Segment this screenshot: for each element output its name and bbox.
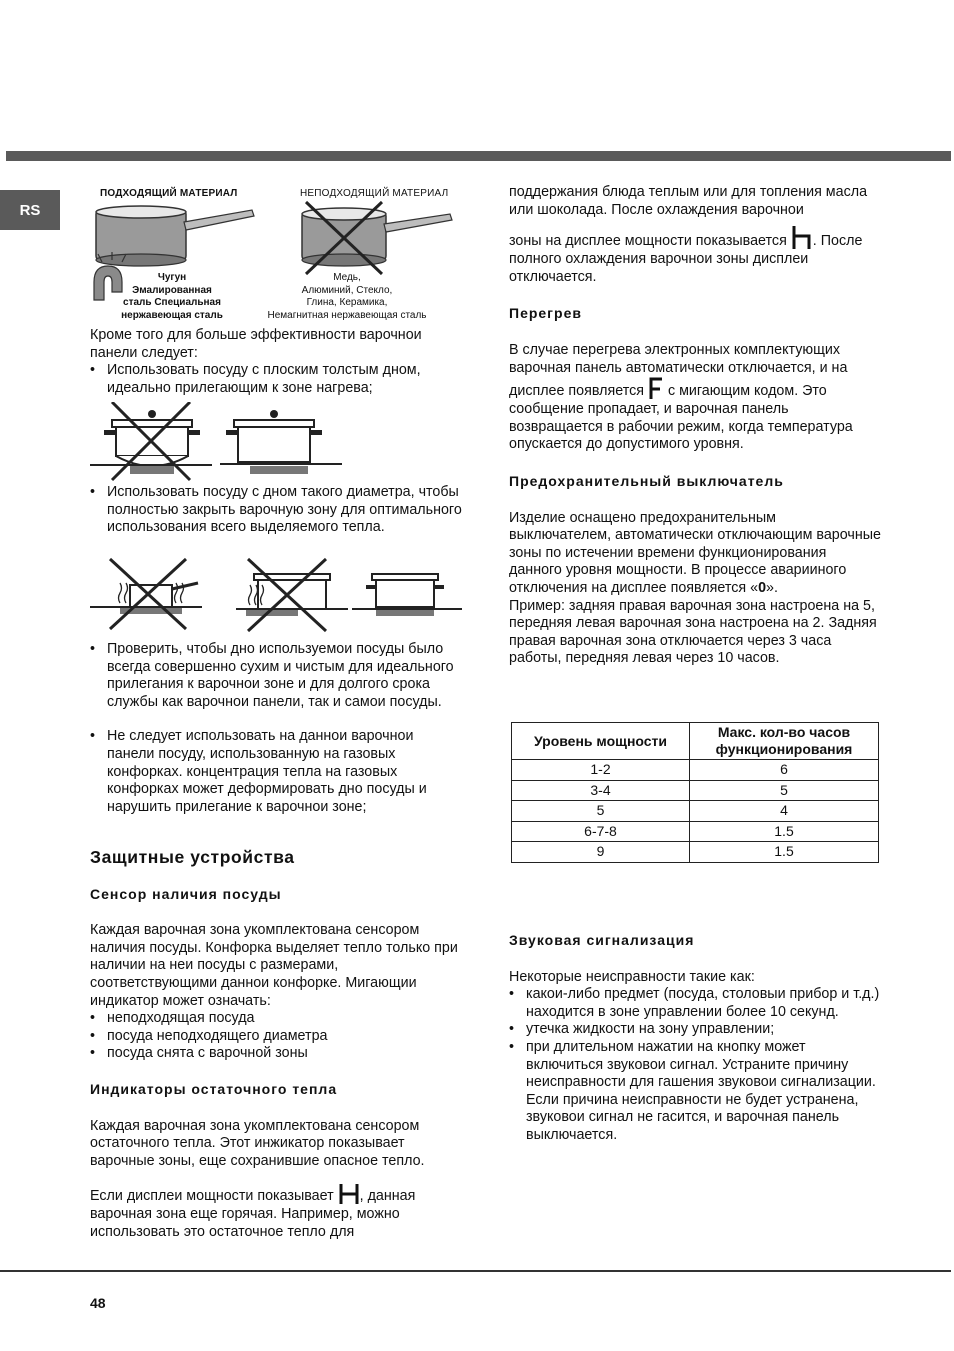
bullet-dry-bottom: • Проверить, чтобы дно используемои посуды было всегда совершенно сухим и чистым для идеального прилегания к варочнои зоне и для долгого срока службы как варочнои панели, так и самои посуды. (90, 641, 462, 711)
correct-pot-icon (220, 410, 342, 474)
flat-bottom-illustration (90, 402, 350, 482)
intro-block (90, 327, 462, 397)
bullet-diameter: • Использовать посуду с дном такого диаметра, чтобы полностью закрыть варочную зону для оптимального использования всего выделяемого тепла. (90, 484, 462, 537)
sound-item: • утечка жидкости на зону управлении; (509, 1021, 881, 1039)
table-row (512, 801, 879, 822)
display-f-icon (648, 377, 664, 401)
unsuitable-material-title: НЕПОДХОДЯЩИЙ МАТЕРИАЛ (300, 188, 449, 199)
continued-text: поддержания блюда теплым или для топления масла или шоколада. После охлаждения варочнои (509, 184, 868, 218)
example-text: Пример: задняя правая варочная зона настроена на 5, передняя левая варочная зона настроена на 2. Задняя правая варочная зона отключается через 3 часа работы, передняя левая через 10 часов. (509, 597, 877, 667)
table-cell: 4 (690, 801, 879, 822)
overheat-text: В случае перегрева электронных комплектующих варочная панель автоматически отключается, и на дисплее появляется с мигающим кодом. Это сообщение пропадает, и варочная панель возвращается в рабочии режим, когда температура опускается до допустимого уровня. (509, 341, 853, 453)
table-cell: 3-4 (512, 780, 690, 801)
sound-title: Звуковая сигнализация (509, 932, 695, 948)
table-row (512, 821, 879, 842)
sensor-item: • посуда неподходящего диаметра (90, 1028, 462, 1046)
bullet-gas-pans: • Не следует использовать на даннои варочнои панели посуду, использованную на газовых конфорках. концентрация тепла на газовых конфорках может деформировать дно посуды и нарушить прилегание к варочнои зоне; (90, 728, 462, 816)
suitable-material-title: ПОДХОДЯЩИЙ МАТЕРИАЛ (100, 188, 238, 199)
display-h-hot-icon (338, 1182, 360, 1206)
section-title: Защитные устройства (90, 847, 295, 867)
residual-text-2: Если дисплеи мощности показывает , данная варочная зона еще горячая. Например, можно использовать это остаточное тепло для (90, 1182, 462, 1241)
sound-item: • какои-либо предмет (посуда, столовыи прибор и т.д.) находится в зоне управлении более 10 секунд. (509, 986, 881, 1021)
language-tab: RS (0, 190, 60, 230)
sound-section (509, 932, 881, 1145)
footer-line (0, 1270, 951, 1272)
sensor-title: Сенсор наличия посуды (90, 885, 282, 902)
suitable-pan-icon (96, 206, 254, 266)
cooled-text: зоны на дисплее мощности показывается . После полного охлаждения варочнои зоны дисплеи отключается. (509, 225, 881, 286)
table-cell: 1.5 (690, 842, 879, 863)
page-number: 48 (90, 1295, 106, 1311)
table-row (512, 842, 879, 863)
table-cell: 6 (690, 760, 879, 781)
table-header: Макс. кол-во часов функционирования (690, 723, 879, 760)
safety-title: Предохранительный выключатель (509, 472, 784, 489)
wrong-pot-icon (90, 402, 212, 480)
table-header-row (512, 723, 879, 760)
table-row (512, 760, 879, 781)
sound-item: • при длительном нажатии на кнопку может включиться звуковои сигнал. Устраните причину неисправности для гашения звуковои сигнализации. Если причина неисправности не будет устранена, звуковои сигнал не гасится, и варочная панель выключается. (509, 1039, 881, 1145)
unsuitable-pan-icon (302, 202, 452, 274)
sensor-text: Каждая варочная зона укомплектована сенсором наличия посуды. Конфорка выделяет тепло только при наличии на неи посуды с размерами, соответствующими даннои конфорке. Мигающии индикатор может означать: (90, 922, 458, 1009)
diameter-block (90, 484, 462, 537)
table-cell: 6-7-8 (512, 821, 690, 842)
sensor-item: • неподходящая посуда (90, 1010, 462, 1028)
table-cell: 1.5 (690, 821, 879, 842)
table-cell: 5 (690, 780, 879, 801)
diameter-illustration (90, 557, 465, 637)
power-time-table (511, 722, 879, 863)
table-header: Уровень мощности (512, 723, 690, 760)
display-h-lowercase-icon (791, 225, 813, 251)
overheat-title: Перегрев (509, 305, 582, 322)
small-pan-wrong-icon (90, 559, 202, 629)
residual-title: Индикаторы остаточного тепла (90, 1080, 338, 1097)
bullet-flat-bottom: • Использовать посуду с плоским толстым дном, идеально прилегающим к зоне нагрева; (90, 362, 462, 397)
residual-text: Каждая варочная зона укомплектована сенсором остаточного тепла. Этот инжикатор показывает варочные зоны, еще сохранившие опасное тепло. (90, 1117, 425, 1169)
care-block (90, 641, 462, 816)
unsuitable-material-list: Медь, Алюминий, Стекло, Глина, Керамика, Немагнитная нержавеющая сталь (267, 272, 427, 321)
mid-pot-wrong-icon (236, 559, 348, 631)
header-bar (6, 151, 951, 161)
correct-pot-diameter-icon (352, 574, 462, 616)
sound-text: Некоторые неисправности такие как: (509, 968, 755, 985)
protective-devices (90, 849, 462, 1242)
intro-text: Кроме того для больше эффективности варочнои панели следует: (90, 327, 422, 361)
suitable-material-list: Чугун Эмалированная сталь Специальная нержавеющая сталь (121, 272, 223, 321)
table-cell: 9 (512, 842, 690, 863)
table-row (512, 780, 879, 801)
table-cell: 1-2 (512, 760, 690, 781)
safety-text: Изделие оснащено предохранительным выключателем, автоматически отключающим варочные зоны по истечении времени функционирования данного уровня мощности. В процессе аварииного отключения на дисплее появляется «0». (509, 509, 881, 596)
right-column (509, 184, 881, 668)
table-cell: 5 (512, 801, 690, 822)
sensor-item: • посуда снята с варочной зоны (90, 1045, 462, 1063)
